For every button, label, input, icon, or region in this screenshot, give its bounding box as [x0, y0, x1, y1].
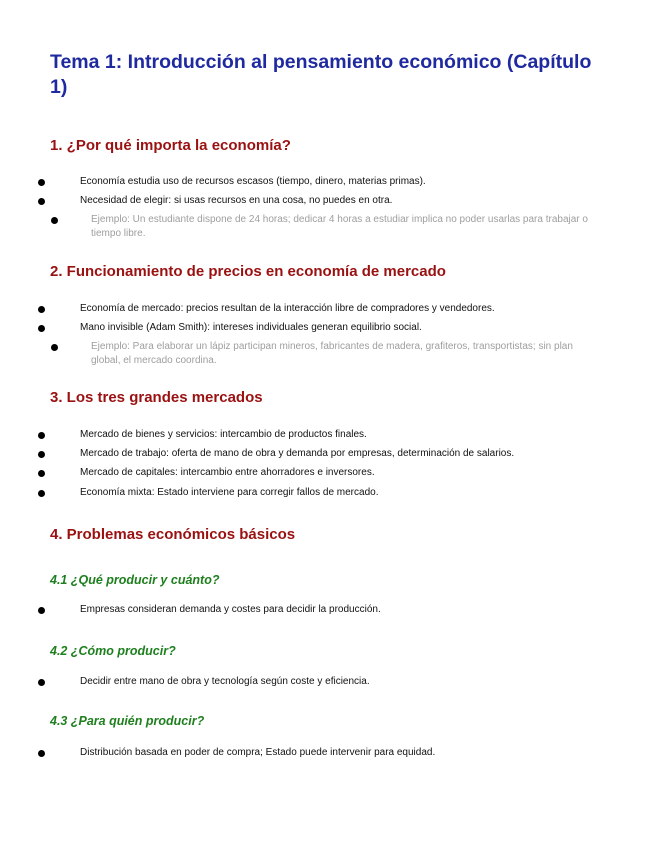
section-heading-4: 4. Problemas económicos básicos	[50, 526, 296, 543]
list-item: Economía de mercado: precios resultan de la interacción libre de compradores y vendedores.	[80, 303, 495, 314]
list-item: Distribución basada en poder de compra; Estado puede intervenir para equidad.	[80, 747, 436, 758]
section-heading-3: 3. Los tres grandes mercados	[50, 389, 263, 406]
list-item: Economía estudia uso de recursos escasos (tiempo, dinero, materias primas).	[80, 176, 426, 187]
subsection-heading-4-1: 4.1 ¿Qué producir y cuánto?	[50, 573, 220, 587]
list-item: Mercado de capitales: intercambio entre ahorradores e inversores.	[80, 467, 375, 478]
list-item: Economía mixta: Estado interviene para corregir fallos de mercado.	[80, 487, 379, 498]
example-note: Ejemplo: Para elaborar un lápiz participan mineros, fabricantes de madera, grafiteros, transportistas; sin plan global, el mercado coordina.	[91, 341, 573, 366]
list-item: Necesidad de elegir: si usas recursos en una cosa, no puedes en otra.	[80, 195, 393, 206]
bullet-icon	[38, 179, 45, 186]
list-item: Mano invisible (Adam Smith): intereses individuales generan equilibrio social.	[80, 322, 422, 333]
bullet-icon	[38, 198, 45, 205]
example-note: Ejemplo: Un estudiante dispone de 24 horas; dedicar 4 horas a estudiar implica no poder usarlas para trabajar o tiempo libre.	[91, 214, 588, 239]
subsection-heading-4-2: 4.2 ¿Cómo producir?	[50, 644, 176, 658]
bullet-icon	[38, 325, 45, 332]
list-item: Mercado de trabajo: oferta de mano de obra y demanda por empresas, determinación de salarios.	[80, 448, 515, 459]
list-item: Empresas consideran demanda y costes para decidir la producción.	[80, 604, 381, 615]
bullet-icon	[38, 607, 45, 614]
bullet-icon	[38, 306, 45, 313]
bullet-icon	[38, 451, 45, 458]
section-heading-1: 1. ¿Por qué importa la economía?	[50, 137, 291, 154]
page-title: Tema 1: Introducción al pensamiento económico (Capítulo 1)	[50, 51, 592, 98]
bullet-icon	[38, 750, 45, 757]
list-item: Mercado de bienes y servicios: intercambio de productos finales.	[80, 429, 367, 440]
bullet-icon	[38, 490, 45, 497]
section-heading-2: 2. Funcionamiento de precios en economía de mercado	[50, 263, 446, 280]
bullet-icon	[51, 217, 58, 224]
bullet-icon	[38, 432, 45, 439]
bullet-icon	[38, 470, 45, 477]
list-item: Decidir entre mano de obra y tecnología según coste y eficiencia.	[80, 676, 370, 687]
subsection-heading-4-3: 4.3 ¿Para quién producir?	[50, 714, 205, 728]
bullet-icon	[51, 344, 58, 351]
bullet-icon	[38, 679, 45, 686]
